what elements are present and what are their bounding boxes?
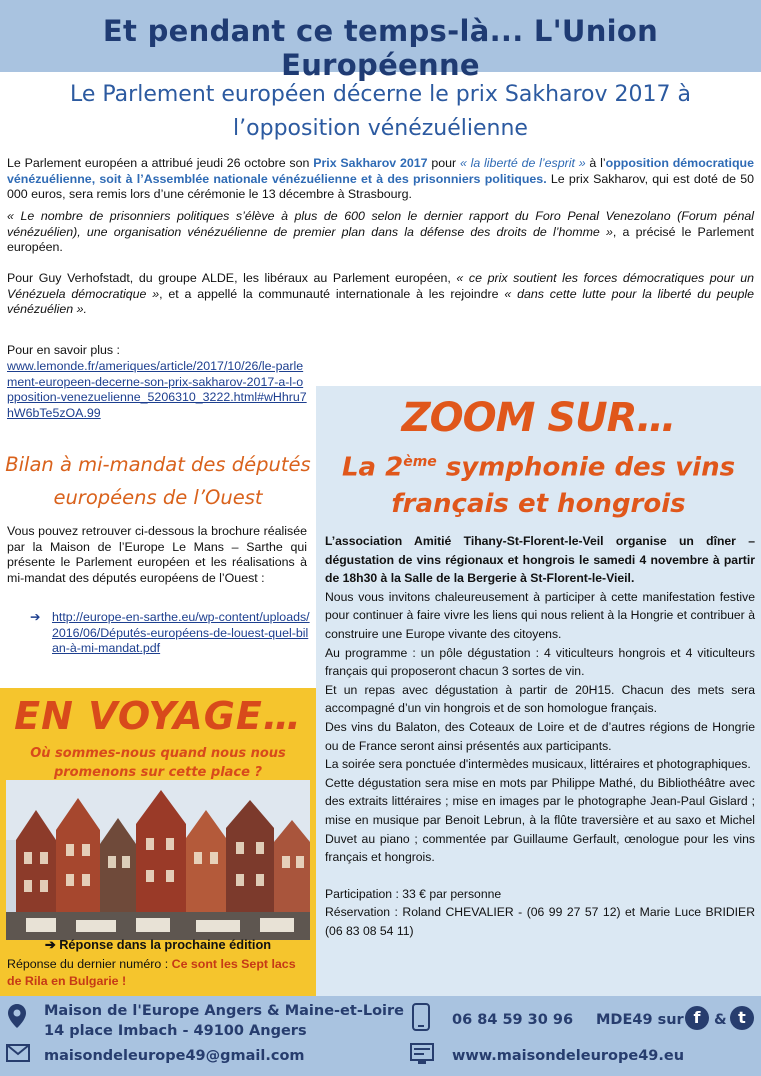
bilan-link-item <box>30 610 310 657</box>
voyage-section <box>0 688 316 996</box>
arrow-right-icon: ➔ <box>44 937 60 952</box>
zoom-meal: Et un repas avec dégustation à partir de 20H15. Chacun des mets sera accompagné d’un vin hongrois et de son homologue français. <box>325 682 755 716</box>
page-title: Et pendant ce temps-là... L'Union Européenne <box>102 14 659 82</box>
bilan-text: Vous pouvez retrouver ci-dessous la brochure réalisée par la Maison de l’Europe Le Mans – Sarthe qui présente le Parlement européen et les réalisations à mi-mandat des députés européens de l’Ouest : <box>7 524 307 585</box>
article-paragraph-3: Pour Guy Verhofstadt, du groupe ALDE, les libéraux au Parlement européen, « ce prix soutient les forces démocratiques pour un Vénézuela démocratique », et a appellé la communauté internationale à les rejoindre « dans cette lutte pour la liberté du peuple vénézuélien ». <box>7 271 755 317</box>
zoom-booking: Réservation : Roland CHEVALIER - (06 99 27 57 12) et Marie Luce BRIDIER (06 83 08 54 11) <box>325 905 755 938</box>
phone-icon <box>412 1003 430 1031</box>
zoom-subtitle: La 2ème symphonie des vins français et hongrois <box>341 452 736 519</box>
voyage-question: Où sommes-nous quand nous nous promenons sur cette place ? <box>30 746 286 780</box>
zoom-program: Au programme : un pôle dégustation : 4 viticulteurs hongrois et 4 viticulteurs français qui proposeront chacun 3 sortes de vin. <box>325 645 755 679</box>
article-more-label: Pour en savoir plus : <box>7 343 120 357</box>
web-icon <box>410 1043 434 1065</box>
arrow-right-icon: ➔ <box>30 610 41 624</box>
zoom-staging: Cette dégustation sera mise en mots par Philippe Mathé, du Bibliothéâtre avec des extraits littéraires ; mise en images par le photographe Jean-Paul Gislard ; mise en musique par Benoit Lebrun, à la flûte traversière et au saxo et Michel Duvet au piano ; commentée par Guillaume Gerfault, œnologue pour les vins français et hongrois. <box>325 775 755 865</box>
zoom-section <box>316 386 761 996</box>
footer-website[interactable]: www.maisondeleurope49.eu <box>452 1048 685 1064</box>
footer-org: Maison de l'Europe Angers & Maine-et-Loire <box>44 1003 405 1019</box>
voyage-answer-next: ➔ Réponse dans la prochaine édition <box>44 937 272 952</box>
article-title: Le Parlement européen décerne le prix Sakharov 2017 à l’opposition vénézuélienne <box>70 82 691 141</box>
zoom-wines: Des vins du Balaton, des Coteaux de Loire et de d’autres régions de Hongrie ou de France seront ainsi présentés aux participants. <box>325 719 755 753</box>
footer-phone[interactable]: 06 84 59 30 96 <box>452 1012 574 1028</box>
zoom-invite: Nous vous invitons chaleureusement à participer à cette manifestation festive pour continuer à faire vivre les liens qui nous relient à la Hongrie et contribuer à construire une Europe vivante des citoyens. <box>325 589 755 641</box>
footer-address: 14 place Imbach - 49100 Angers <box>44 1023 307 1039</box>
location-pin-icon <box>8 1004 26 1028</box>
twitter-icon[interactable]: t <box>730 1006 754 1030</box>
article-paragraph-2: « Le nombre de prisonniers politiques s’élève à plus de 600 selon le dernier rapport du Foro Penal Venezolano (Forum pénal vénézuélien), une organisation vénézuélienne de premier plan dans la défense des droits de l’homme », a précisé le Parlement européen. <box>7 209 754 255</box>
envelope-icon <box>6 1044 30 1062</box>
town-square-photo <box>6 780 310 940</box>
zoom-price: Participation : 33 € par personne <box>325 886 502 901</box>
voyage-last-answer: Réponse du dernier numéro : Ce sont les Sept lacs de Rila en Bulgarie ! <box>7 957 296 988</box>
article-more-link[interactable]: www.lemonde.fr/ameriques/article/2017/10/26/le-parlement-europeen-decerne-son-prix-sakharov-2017-a-l-opposition-venezuelienne_5206310_3222.html#wHhru7hW6bTe5zOA.99 <box>7 359 307 420</box>
facebook-icon[interactable]: f <box>685 1006 709 1030</box>
bilan-link[interactable]: http://europe-en-sarthe.eu/wp-content/uploads/2016/06/Députés-européens-de-louest-quel-bilan-à-mi-mandat.pdf <box>52 610 310 656</box>
zoom-intro: L’association Amitié Tihany-St-Florent-le-Veil organise un dîner – dégustation de vins régionaux et hongrois le samedi 4 novembre à partir de 18h30 à la Salle de la Bergerie à St-Florent-le-Vieil. <box>325 534 755 586</box>
header-banner <box>0 0 761 82</box>
article-paragraph-1: Le Parlement européen a attribué jeudi 26 octobre son Prix Sakharov 2017 pour « la liberté de l’esprit » à l’opposition démocratique vénézuélienne, soit à l’Assemblée nationale vénézuélienne et à des prisonniers politiques. Le prix Sakharov, qui est doté de 50 000 euros, sera remis lors d’une cérémonie le 13 décembre à Strasbourg. <box>7 156 755 202</box>
zoom-heading: ZOOM SUR… <box>401 395 676 441</box>
footer <box>0 996 761 1076</box>
zoom-evening: La soirée sera ponctuée d'intermèdes musicaux, littéraires et photographiques. <box>325 757 751 772</box>
footer-amp: & <box>714 1012 727 1028</box>
voyage-title: EN VOYAGE… <box>14 694 302 738</box>
footer-social-label: MDE49 sur <box>596 1012 684 1028</box>
bilan-title: Bilan à mi-mandat des députés européens de l’Ouest <box>5 453 311 509</box>
bilan-section <box>0 448 316 656</box>
footer-email[interactable]: maisondeleurope49@gmail.com <box>44 1048 305 1064</box>
